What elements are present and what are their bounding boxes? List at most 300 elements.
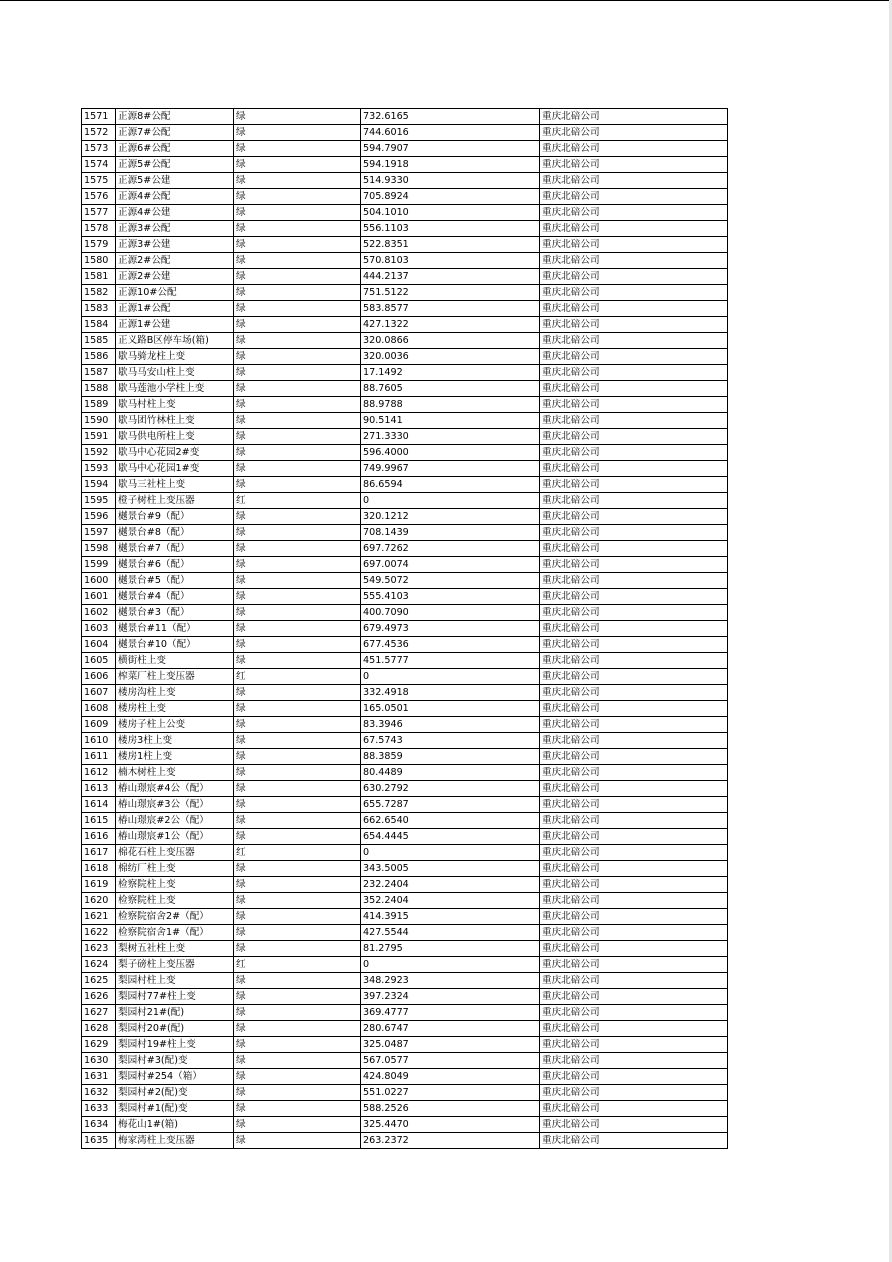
table-row xyxy=(82,765,728,781)
row-index-cell: 1625 xyxy=(82,973,116,989)
company-cell: 重庆北碚公司 xyxy=(540,701,728,717)
row-index-cell: 1604 xyxy=(82,637,116,653)
value-cell: 588.2526 xyxy=(361,1101,540,1117)
company-cell: 重庆北碚公司 xyxy=(540,765,728,781)
status-cell: 绿 xyxy=(234,1069,361,1085)
value-cell: 705.8924 xyxy=(361,189,540,205)
status-cell: 绿 xyxy=(234,813,361,829)
transformer-name-cell: 楼房1柱上变 xyxy=(116,749,234,765)
transformer-name-cell: 歇马中心花园2#变 xyxy=(116,445,234,461)
table-row xyxy=(82,429,728,445)
status-cell: 绿 xyxy=(234,445,361,461)
value-cell: 427.5544 xyxy=(361,925,540,941)
status-cell: 绿 xyxy=(234,365,361,381)
transformer-name-cell: 正源1#公配 xyxy=(116,301,234,317)
transformer-name-cell: 歇马团竹林柱上变 xyxy=(116,413,234,429)
company-cell: 重庆北碚公司 xyxy=(540,989,728,1005)
status-cell: 绿 xyxy=(234,173,361,189)
row-index-cell: 1606 xyxy=(82,669,116,685)
value-cell: 271.3330 xyxy=(361,429,540,445)
row-index-cell: 1609 xyxy=(82,717,116,733)
transformer-name-cell: 正源4#公建 xyxy=(116,205,234,221)
row-index-cell: 1611 xyxy=(82,749,116,765)
value-cell: 697.7262 xyxy=(361,541,540,557)
company-cell: 重庆北碚公司 xyxy=(540,669,728,685)
transformer-name-cell: 梨园村77#柱上变 xyxy=(116,989,234,1005)
row-index-cell: 1623 xyxy=(82,941,116,957)
table-row xyxy=(82,845,728,861)
row-index-cell: 1608 xyxy=(82,701,116,717)
company-cell: 重庆北碚公司 xyxy=(540,925,728,941)
table-row xyxy=(82,605,728,621)
table-row xyxy=(82,557,728,573)
table-row xyxy=(82,717,728,733)
company-cell: 重庆北碚公司 xyxy=(540,141,728,157)
row-index-cell: 1579 xyxy=(82,237,116,253)
status-cell: 绿 xyxy=(234,1053,361,1069)
status-cell: 绿 xyxy=(234,621,361,637)
status-cell: 绿 xyxy=(234,221,361,237)
table-row xyxy=(82,109,728,125)
company-cell: 重庆北碚公司 xyxy=(540,781,728,797)
company-cell: 重庆北碚公司 xyxy=(540,717,728,733)
table-row xyxy=(82,685,728,701)
table-row xyxy=(82,509,728,525)
company-cell: 重庆北碚公司 xyxy=(540,845,728,861)
company-cell: 重庆北碚公司 xyxy=(540,973,728,989)
transformer-name-cell: 梨园村#3(配)变 xyxy=(116,1053,234,1069)
status-cell: 绿 xyxy=(234,861,361,877)
company-cell: 重庆北碚公司 xyxy=(540,509,728,525)
transformer-name-cell: 楼房沟柱上变 xyxy=(116,685,234,701)
row-index-cell: 1628 xyxy=(82,1021,116,1037)
status-cell: 绿 xyxy=(234,1101,361,1117)
value-cell: 67.5743 xyxy=(361,733,540,749)
transformer-name-cell: 梨园村#254（箱） xyxy=(116,1069,234,1085)
value-cell: 697.0074 xyxy=(361,557,540,573)
status-cell: 绿 xyxy=(234,605,361,621)
row-index-cell: 1624 xyxy=(82,957,116,973)
status-cell: 绿 xyxy=(234,573,361,589)
row-index-cell: 1582 xyxy=(82,285,116,301)
value-cell: 556.1103 xyxy=(361,221,540,237)
status-cell: 绿 xyxy=(234,797,361,813)
table-row xyxy=(82,653,728,669)
transformer-name-cell: 检察院宿舍2#（配） xyxy=(116,909,234,925)
table-row xyxy=(82,397,728,413)
company-cell: 重庆北碚公司 xyxy=(540,909,728,925)
value-cell: 320.1212 xyxy=(361,509,540,525)
status-cell: 绿 xyxy=(234,685,361,701)
status-cell: 绿 xyxy=(234,829,361,845)
transformer-name-cell: 榨菜厂柱上变压器 xyxy=(116,669,234,685)
company-cell: 重庆北碚公司 xyxy=(540,605,728,621)
status-cell: 红 xyxy=(234,957,361,973)
company-cell: 重庆北碚公司 xyxy=(540,861,728,877)
row-index-cell: 1580 xyxy=(82,253,116,269)
row-index-cell: 1599 xyxy=(82,557,116,573)
transformer-name-cell: 正义路B区停车场(箱) xyxy=(116,333,234,349)
value-cell: 325.0487 xyxy=(361,1037,540,1053)
value-cell: 522.8351 xyxy=(361,237,540,253)
table-row xyxy=(82,637,728,653)
company-cell: 重庆北碚公司 xyxy=(540,381,728,397)
transformer-name-cell: 横街柱上变 xyxy=(116,653,234,669)
row-index-cell: 1626 xyxy=(82,989,116,1005)
transformer-name-cell: 椿山璟宸#1公（配） xyxy=(116,829,234,845)
row-index-cell: 1587 xyxy=(82,365,116,381)
row-index-cell: 1573 xyxy=(82,141,116,157)
row-index-cell: 1622 xyxy=(82,925,116,941)
table-row xyxy=(82,125,728,141)
status-cell: 红 xyxy=(234,493,361,509)
company-cell: 重庆北碚公司 xyxy=(540,173,728,189)
transformer-name-cell: 正源4#公配 xyxy=(116,189,234,205)
table-row xyxy=(82,733,728,749)
value-cell: 320.0866 xyxy=(361,333,540,349)
row-index-cell: 1607 xyxy=(82,685,116,701)
row-index-cell: 1605 xyxy=(82,653,116,669)
company-cell: 重庆北碚公司 xyxy=(540,333,728,349)
transformer-name-cell: 梅家湾柱上变压器 xyxy=(116,1133,234,1149)
status-cell: 绿 xyxy=(234,301,361,317)
value-cell: 662.6540 xyxy=(361,813,540,829)
company-cell: 重庆北碚公司 xyxy=(540,893,728,909)
transformer-name-cell: 检察院宿舍1#（配） xyxy=(116,925,234,941)
value-cell: 630.2792 xyxy=(361,781,540,797)
value-cell: 570.8103 xyxy=(361,253,540,269)
row-index-cell: 1593 xyxy=(82,461,116,477)
table-row xyxy=(82,861,728,877)
status-cell: 绿 xyxy=(234,461,361,477)
row-index-cell: 1600 xyxy=(82,573,116,589)
status-cell: 绿 xyxy=(234,477,361,493)
transformer-name-cell: 梨园村21#(配) xyxy=(116,1005,234,1021)
value-cell: 397.2324 xyxy=(361,989,540,1005)
transformer-name-cell: 梨子磅柱上变压器 xyxy=(116,957,234,973)
company-cell: 重庆北碚公司 xyxy=(540,493,728,509)
value-cell: 424.8049 xyxy=(361,1069,540,1085)
transformer-name-cell: 樾景台#4（配） xyxy=(116,589,234,605)
row-index-cell: 1618 xyxy=(82,861,116,877)
status-cell: 绿 xyxy=(234,349,361,365)
transformer-name-cell: 正源1#公建 xyxy=(116,317,234,333)
value-cell: 594.1918 xyxy=(361,157,540,173)
company-cell: 重庆北碚公司 xyxy=(540,365,728,381)
status-cell: 绿 xyxy=(234,749,361,765)
table-row xyxy=(82,365,728,381)
company-cell: 重庆北碚公司 xyxy=(540,813,728,829)
transformer-name-cell: 梨园村#1(配)变 xyxy=(116,1101,234,1117)
status-cell: 绿 xyxy=(234,413,361,429)
row-index-cell: 1629 xyxy=(82,1037,116,1053)
row-index-cell: 1633 xyxy=(82,1101,116,1117)
company-cell: 重庆北碚公司 xyxy=(540,1117,728,1133)
table-row xyxy=(82,1133,728,1149)
value-cell: 90.5141 xyxy=(361,413,540,429)
transformer-name-cell: 樾景台#7（配） xyxy=(116,541,234,557)
table-row xyxy=(82,749,728,765)
company-cell: 重庆北碚公司 xyxy=(540,301,728,317)
row-index-cell: 1584 xyxy=(82,317,116,333)
company-cell: 重庆北碚公司 xyxy=(540,525,728,541)
row-index-cell: 1572 xyxy=(82,125,116,141)
company-cell: 重庆北碚公司 xyxy=(540,109,728,125)
company-cell: 重庆北碚公司 xyxy=(540,237,728,253)
value-cell: 400.7090 xyxy=(361,605,540,621)
row-index-cell: 1595 xyxy=(82,493,116,509)
value-cell: 514.9330 xyxy=(361,173,540,189)
value-cell: 88.7605 xyxy=(361,381,540,397)
transformer-name-cell: 正源7#公配 xyxy=(116,125,234,141)
company-cell: 重庆北碚公司 xyxy=(540,1053,728,1069)
status-cell: 绿 xyxy=(234,285,361,301)
status-cell: 绿 xyxy=(234,781,361,797)
transformer-name-cell: 正源6#公配 xyxy=(116,141,234,157)
transformer-name-cell: 歇马莲池小学柱上变 xyxy=(116,381,234,397)
status-cell: 绿 xyxy=(234,429,361,445)
table-row xyxy=(82,477,728,493)
row-index-cell: 1620 xyxy=(82,893,116,909)
transformer-name-cell: 樾景台#3（配） xyxy=(116,605,234,621)
table-row xyxy=(82,541,728,557)
value-cell: 732.6165 xyxy=(361,109,540,125)
company-cell: 重庆北碚公司 xyxy=(540,573,728,589)
row-index-cell: 1610 xyxy=(82,733,116,749)
status-cell: 绿 xyxy=(234,157,361,173)
row-index-cell: 1589 xyxy=(82,397,116,413)
transformer-name-cell: 正源5#公配 xyxy=(116,157,234,173)
company-cell: 重庆北碚公司 xyxy=(540,317,728,333)
value-cell: 325.4470 xyxy=(361,1117,540,1133)
row-index-cell: 1575 xyxy=(82,173,116,189)
value-cell: 555.4103 xyxy=(361,589,540,605)
company-cell: 重庆北碚公司 xyxy=(540,1069,728,1085)
table-row xyxy=(82,909,728,925)
data-table xyxy=(81,108,728,1149)
status-cell: 绿 xyxy=(234,733,361,749)
value-cell: 654.4445 xyxy=(361,829,540,845)
transformer-name-cell: 橙子树柱上变压器 xyxy=(116,493,234,509)
table-row xyxy=(82,413,728,429)
company-cell: 重庆北碚公司 xyxy=(540,637,728,653)
company-cell: 重庆北碚公司 xyxy=(540,589,728,605)
status-cell: 绿 xyxy=(234,381,361,397)
table-row xyxy=(82,701,728,717)
status-cell: 绿 xyxy=(234,205,361,221)
transformer-name-cell: 樾景台#6（配） xyxy=(116,557,234,573)
row-index-cell: 1634 xyxy=(82,1117,116,1133)
value-cell: 352.2404 xyxy=(361,893,540,909)
row-index-cell: 1574 xyxy=(82,157,116,173)
value-cell: 320.0036 xyxy=(361,349,540,365)
value-cell: 451.5777 xyxy=(361,653,540,669)
status-cell: 绿 xyxy=(234,765,361,781)
row-index-cell: 1619 xyxy=(82,877,116,893)
table-row xyxy=(82,493,728,509)
transformer-name-cell: 歇马供电所柱上变 xyxy=(116,429,234,445)
value-cell: 0 xyxy=(361,845,540,861)
value-cell: 427.1322 xyxy=(361,317,540,333)
status-cell: 绿 xyxy=(234,237,361,253)
table-row xyxy=(82,589,728,605)
table-row xyxy=(82,669,728,685)
company-cell: 重庆北碚公司 xyxy=(540,749,728,765)
transformer-name-cell: 歇马中心花园1#变 xyxy=(116,461,234,477)
transformer-name-cell: 检察院柱上变 xyxy=(116,893,234,909)
table-row xyxy=(82,973,728,989)
table-row xyxy=(82,813,728,829)
row-index-cell: 1591 xyxy=(82,429,116,445)
status-cell: 绿 xyxy=(234,333,361,349)
table-row xyxy=(82,253,728,269)
table-row xyxy=(82,621,728,637)
table-row xyxy=(82,893,728,909)
status-cell: 绿 xyxy=(234,141,361,157)
company-cell: 重庆北碚公司 xyxy=(540,1005,728,1021)
transformer-name-cell: 楼房子柱上公变 xyxy=(116,717,234,733)
status-cell: 绿 xyxy=(234,541,361,557)
company-cell: 重庆北碚公司 xyxy=(540,797,728,813)
company-cell: 重庆北碚公司 xyxy=(540,957,728,973)
table-row xyxy=(82,525,728,541)
value-cell: 80.4489 xyxy=(361,765,540,781)
status-cell: 绿 xyxy=(234,1005,361,1021)
company-cell: 重庆北碚公司 xyxy=(540,269,728,285)
company-cell: 重庆北碚公司 xyxy=(540,349,728,365)
value-cell: 88.9788 xyxy=(361,397,540,413)
table-row xyxy=(82,1117,728,1133)
status-cell: 绿 xyxy=(234,893,361,909)
status-cell: 绿 xyxy=(234,1037,361,1053)
table-row xyxy=(82,317,728,333)
status-cell: 绿 xyxy=(234,269,361,285)
status-cell: 绿 xyxy=(234,637,361,653)
status-cell: 绿 xyxy=(234,125,361,141)
value-cell: 280.6747 xyxy=(361,1021,540,1037)
row-index-cell: 1630 xyxy=(82,1053,116,1069)
value-cell: 677.4536 xyxy=(361,637,540,653)
table-row xyxy=(82,173,728,189)
table-row xyxy=(82,285,728,301)
value-cell: 414.3915 xyxy=(361,909,540,925)
company-cell: 重庆北碚公司 xyxy=(540,189,728,205)
value-cell: 583.8577 xyxy=(361,301,540,317)
status-cell: 绿 xyxy=(234,557,361,573)
page-top-border xyxy=(0,0,892,1)
table-row xyxy=(82,957,728,973)
table-row xyxy=(82,1101,728,1117)
table-row xyxy=(82,1021,728,1037)
table-row xyxy=(82,301,728,317)
company-cell: 重庆北碚公司 xyxy=(540,685,728,701)
status-cell: 绿 xyxy=(234,509,361,525)
transformer-name-cell: 樾景台#5（配） xyxy=(116,573,234,589)
row-index-cell: 1627 xyxy=(82,1005,116,1021)
value-cell: 679.4973 xyxy=(361,621,540,637)
value-cell: 369.4777 xyxy=(361,1005,540,1021)
company-cell: 重庆北碚公司 xyxy=(540,1133,728,1149)
company-cell: 重庆北碚公司 xyxy=(540,557,728,573)
status-cell: 绿 xyxy=(234,1117,361,1133)
status-cell: 红 xyxy=(234,669,361,685)
table-row xyxy=(82,797,728,813)
transformer-name-cell: 梨园村19#柱上变 xyxy=(116,1037,234,1053)
status-cell: 绿 xyxy=(234,717,361,733)
table-row xyxy=(82,237,728,253)
row-index-cell: 1631 xyxy=(82,1069,116,1085)
table-row xyxy=(82,333,728,349)
row-index-cell: 1578 xyxy=(82,221,116,237)
transformer-name-cell: 正源8#公配 xyxy=(116,109,234,125)
company-cell: 重庆北碚公司 xyxy=(540,829,728,845)
status-cell: 绿 xyxy=(234,925,361,941)
transformer-name-cell: 棉纺厂柱上变 xyxy=(116,861,234,877)
company-cell: 重庆北碚公司 xyxy=(540,221,728,237)
company-cell: 重庆北碚公司 xyxy=(540,253,728,269)
table-row xyxy=(82,349,728,365)
value-cell: 549.5072 xyxy=(361,573,540,589)
transformer-name-cell: 梨园村20#(配) xyxy=(116,1021,234,1037)
status-cell: 绿 xyxy=(234,909,361,925)
value-cell: 655.7287 xyxy=(361,797,540,813)
row-index-cell: 1613 xyxy=(82,781,116,797)
table-row xyxy=(82,445,728,461)
transformer-name-cell: 梨园村#2(配)变 xyxy=(116,1085,234,1101)
value-cell: 17.1492 xyxy=(361,365,540,381)
value-cell: 83.3946 xyxy=(361,717,540,733)
value-cell: 232.2404 xyxy=(361,877,540,893)
company-cell: 重庆北碚公司 xyxy=(540,429,728,445)
company-cell: 重庆北碚公司 xyxy=(540,653,728,669)
transformer-name-cell: 歇马三社柱上变 xyxy=(116,477,234,493)
table-row xyxy=(82,157,728,173)
value-cell: 444.2137 xyxy=(361,269,540,285)
table-row xyxy=(82,269,728,285)
transformer-name-cell: 椿山璟宸#3公（配） xyxy=(116,797,234,813)
row-index-cell: 1592 xyxy=(82,445,116,461)
table-row xyxy=(82,941,728,957)
transformer-name-cell: 楠木树柱上变 xyxy=(116,765,234,781)
value-cell: 81.2795 xyxy=(361,941,540,957)
row-index-cell: 1614 xyxy=(82,797,116,813)
row-index-cell: 1597 xyxy=(82,525,116,541)
row-index-cell: 1612 xyxy=(82,765,116,781)
value-cell: 332.4918 xyxy=(361,685,540,701)
value-cell: 343.5005 xyxy=(361,861,540,877)
transformer-name-cell: 正源2#公配 xyxy=(116,253,234,269)
value-cell: 744.6016 xyxy=(361,125,540,141)
status-cell: 绿 xyxy=(234,701,361,717)
status-cell: 绿 xyxy=(234,973,361,989)
value-cell: 348.2923 xyxy=(361,973,540,989)
row-index-cell: 1596 xyxy=(82,509,116,525)
value-cell: 504.1010 xyxy=(361,205,540,221)
transformer-name-cell: 正源5#公建 xyxy=(116,173,234,189)
status-cell: 绿 xyxy=(234,253,361,269)
value-cell: 263.2372 xyxy=(361,1133,540,1149)
transformer-name-cell: 樾景台#11（配） xyxy=(116,621,234,637)
company-cell: 重庆北碚公司 xyxy=(540,397,728,413)
table-row xyxy=(82,461,728,477)
transformer-name-cell: 楼房3柱上变 xyxy=(116,733,234,749)
transformer-name-cell: 梅花山1#(箱) xyxy=(116,1117,234,1133)
value-cell: 0 xyxy=(361,957,540,973)
value-cell: 749.9967 xyxy=(361,461,540,477)
table-row xyxy=(82,1005,728,1021)
table-row xyxy=(82,1069,728,1085)
transformer-name-cell: 樾景台#10（配） xyxy=(116,637,234,653)
